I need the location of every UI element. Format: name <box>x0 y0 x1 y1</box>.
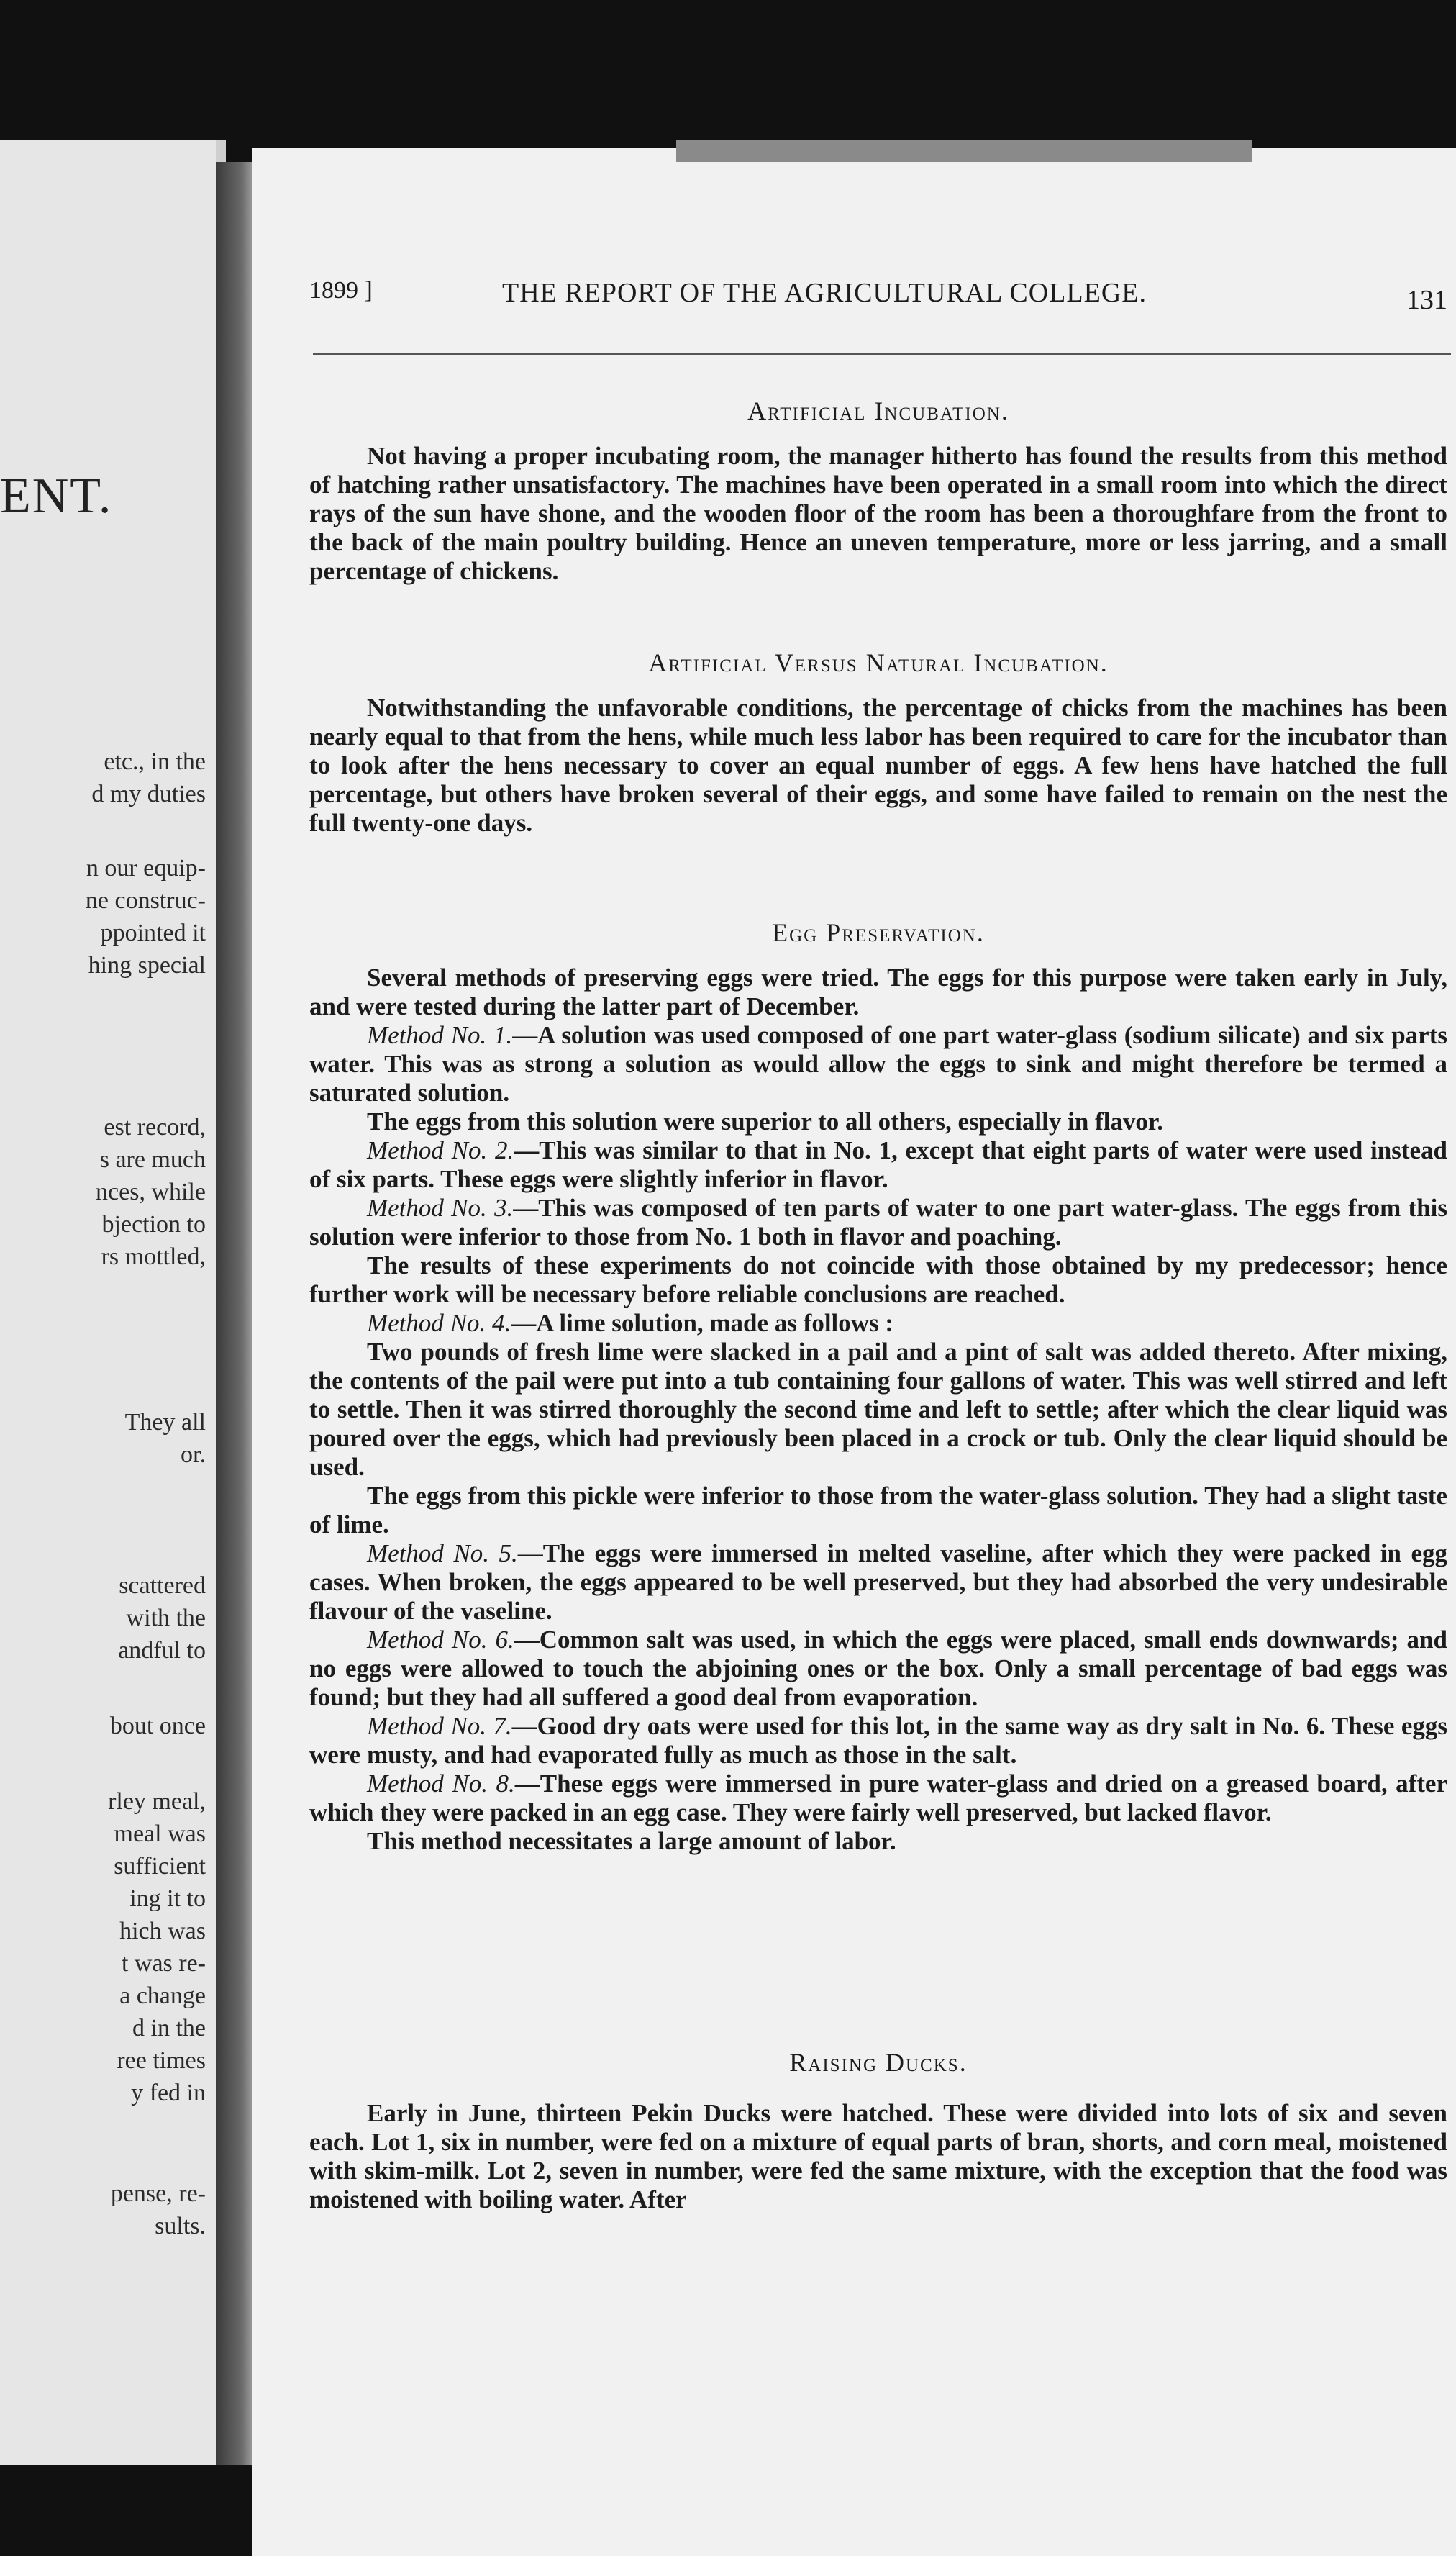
left-page-line: scattered <box>119 1572 206 1599</box>
method-paragraph <box>309 1712 1447 1769</box>
section-heading: Artificial Versus Natural Incubation. <box>648 648 1109 677</box>
left-page-line: hing special <box>88 952 206 979</box>
section-artificial-vs-natural <box>309 648 1447 838</box>
left-page-line: d my duties <box>91 781 206 807</box>
section-egg-preservation <box>309 917 1447 1856</box>
method-paragraph <box>309 1769 1447 1827</box>
method-label: Method No. 6. <box>367 1626 514 1654</box>
paragraph: Not having a proper incubating room, the manager hitherto has found the results from this method of hatching rather unsatisfactory. The machines have been operated in a small room into which the direct rays of the sun have shone, and the wooden floor of the room has been a thoroughfare from the front to the back of the main poultry building. Hence an uneven temperature, more or less jarring, and a small percentage of chickens. <box>309 442 1447 585</box>
left-page-line: nces, while <box>96 1179 206 1205</box>
method-label: Method No. 7. <box>367 1712 512 1740</box>
left-page-line: ppointed it <box>100 920 206 946</box>
left-page-heading: ENT. <box>0 468 113 524</box>
paragraph: The results of these experiments do not coincide with those obtained by my predecessor; hence further work will be necessary before reliable conclusions are reached. <box>309 1251 1447 1308</box>
section-heading: Raising Ducks. <box>789 2048 968 2077</box>
paragraph: Two pounds of fresh lime were slacked in a pail and a pint of salt was added thereto. After mixing, the contents of the pail were put into a tub containing four gallons of water. This was well stirred and left to settle. Then it was stirred thoroughly the second time and left to settle; after which the clear liquid was poured over the eggs, which had previously been placed in a crock or tub. Only the clear liquid should be used. <box>309 1338 1447 1481</box>
left-page-line: pense, re- <box>110 2180 206 2207</box>
paragraph: Notwithstanding the unfavorable conditions, the percentage of chicks from the machines has been nearly equal to that from the hens, while much less labor has been required to care for the incubator than to look after the hens necessary to cover an equal number of eggs. A few hens have hatched the full percentage, but others have broken several of their eggs, and some have failed to remain on the nest the full twenty-one days. <box>309 694 1447 837</box>
left-page-line: s are much <box>99 1146 206 1173</box>
left-page-line: ne construc- <box>85 887 206 914</box>
section-heading: Artificial Incubation. <box>747 396 1009 425</box>
method-label: Method No. 4. <box>367 1309 511 1337</box>
left-page-line: andful to <box>118 1637 206 1664</box>
method-text: —A lime solution, made as follows : <box>511 1309 894 1337</box>
left-page-line: est record, <box>104 1114 206 1141</box>
method-text: —This was composed of ten parts of water to one part water-glass. The eggs from this solution were inferior to those from No. 1 both in flavor and poaching. <box>309 1194 1447 1251</box>
paragraph: Several methods of preserving eggs were tried. The eggs for this purpose were taken early in July, and were tested during the latter part of December. <box>309 964 1447 1020</box>
page-number: 131 <box>1406 285 1447 315</box>
method-text: —Common salt was used, in which the eggs were placed, small ends downwards; and no eggs were allowed to touch the abjoining ones or the box. Only a small percentage of bad eggs was found; but they had all suffered a good deal from evaporation. <box>309 1626 1447 1711</box>
paragraph: The eggs from this solution were superior to all others, especially in flavor. <box>367 1107 1163 1136</box>
running-head-title: THE REPORT OF THE AGRICULTURAL COLLEGE. <box>502 278 1147 308</box>
method-text: —A solution was used composed of one part water-glass (sodium silicate) and six parts water. This was as strong a solution as would allow the eggs to sink and might therefore be termed a saturated solution. <box>309 1021 1447 1107</box>
section-raising-ducks <box>309 2047 1447 2214</box>
left-page-line: a change <box>119 1982 206 2009</box>
left-page-line: rs mottled, <box>101 1243 206 1270</box>
section-artificial-incubation <box>309 396 1447 586</box>
left-page-line: rley meal, <box>108 1788 206 1815</box>
left-page-line: or. <box>181 1441 206 1468</box>
section-heading: Egg Preservation. <box>772 918 985 947</box>
method-paragraph <box>309 1626 1447 1712</box>
method-text: —Good dry oats were used for this lot, in the same way as dry salt in No. 6. These eggs were musty, and had evaporated fully as much as those in the salt. <box>309 1712 1447 1769</box>
method-paragraph <box>309 1021 1447 1107</box>
left-page-line: sults. <box>155 2213 206 2239</box>
method-text: —The eggs were immersed in melted vaseline, after which they were packed in egg cases. When broken, the eggs appeared to be well preserved, but they had absorbed the very undesirable flavour of the vaseline. <box>309 1539 1448 1625</box>
right-page <box>252 148 1456 2556</box>
method-text: —These eggs were immersed in pure water-glass and dried on a greased board, after which they were packed in an egg case. They were fairly well preserved, but lacked flavor. <box>309 1769 1448 1826</box>
running-head-year: 1899 ] <box>309 277 373 304</box>
running-head <box>309 277 1447 320</box>
method-label: Method No. 1. <box>367 1021 513 1049</box>
left-page-line: d in the <box>132 2015 206 2041</box>
left-page-line: with the <box>126 1605 206 1631</box>
left-page-line: They all <box>124 1409 206 1436</box>
left-page-line: hich was <box>119 1918 206 1944</box>
left-page-line: meal was <box>114 1821 206 1847</box>
method-paragraph <box>309 1194 1447 1251</box>
paragraph: Early in June, thirteen Pekin Ducks were hatched. These were divided into lots of six and seven each. Lot 1, six in number, were fed on a mixture of equal parts of bran, shorts, and corn meal, moistened with skim-milk. Lot 2, seven in number, were fed the same mixture, with the exception that the food was moistened with boiling water. After <box>309 2099 1447 2213</box>
method-text: —This was similar to that in No. 1, except that eight parts of water were used instead of six parts. These eggs were slightly inferior in flavor. <box>309 1136 1448 1193</box>
left-page-line: bout once <box>109 1713 206 1739</box>
method-paragraph <box>309 1136 1447 1194</box>
method-paragraph <box>309 1539 1447 1626</box>
left-page-line: sufficient <box>114 1853 206 1880</box>
left-page-line: ree times <box>117 2047 206 2074</box>
left-page-line: y fed in <box>131 2080 206 2106</box>
paragraph: This method necessitates a large amount of labor. <box>367 1827 896 1855</box>
left-page-line: n our equip- <box>86 855 206 882</box>
method-paragraph <box>309 1309 1447 1338</box>
method-label: Method No. 8. <box>367 1769 515 1798</box>
left-page-line: bjection to <box>101 1211 206 1238</box>
paragraph: The eggs from this pickle were inferior to those from the water-glass solution. They had a slight taste of lime. <box>309 1482 1447 1538</box>
page-edge-shadow <box>676 140 1252 162</box>
header-rule <box>313 353 1451 355</box>
left-page-line: etc., in the <box>104 748 206 775</box>
method-label: Method No. 3. <box>367 1194 514 1222</box>
left-page-line: ing it to <box>129 1885 206 1912</box>
method-label: Method No. 5. <box>367 1539 518 1567</box>
left-page-line: t was re- <box>121 1950 206 1977</box>
method-label: Method No. 2. <box>367 1136 514 1164</box>
left-page-fragment <box>0 140 226 2465</box>
